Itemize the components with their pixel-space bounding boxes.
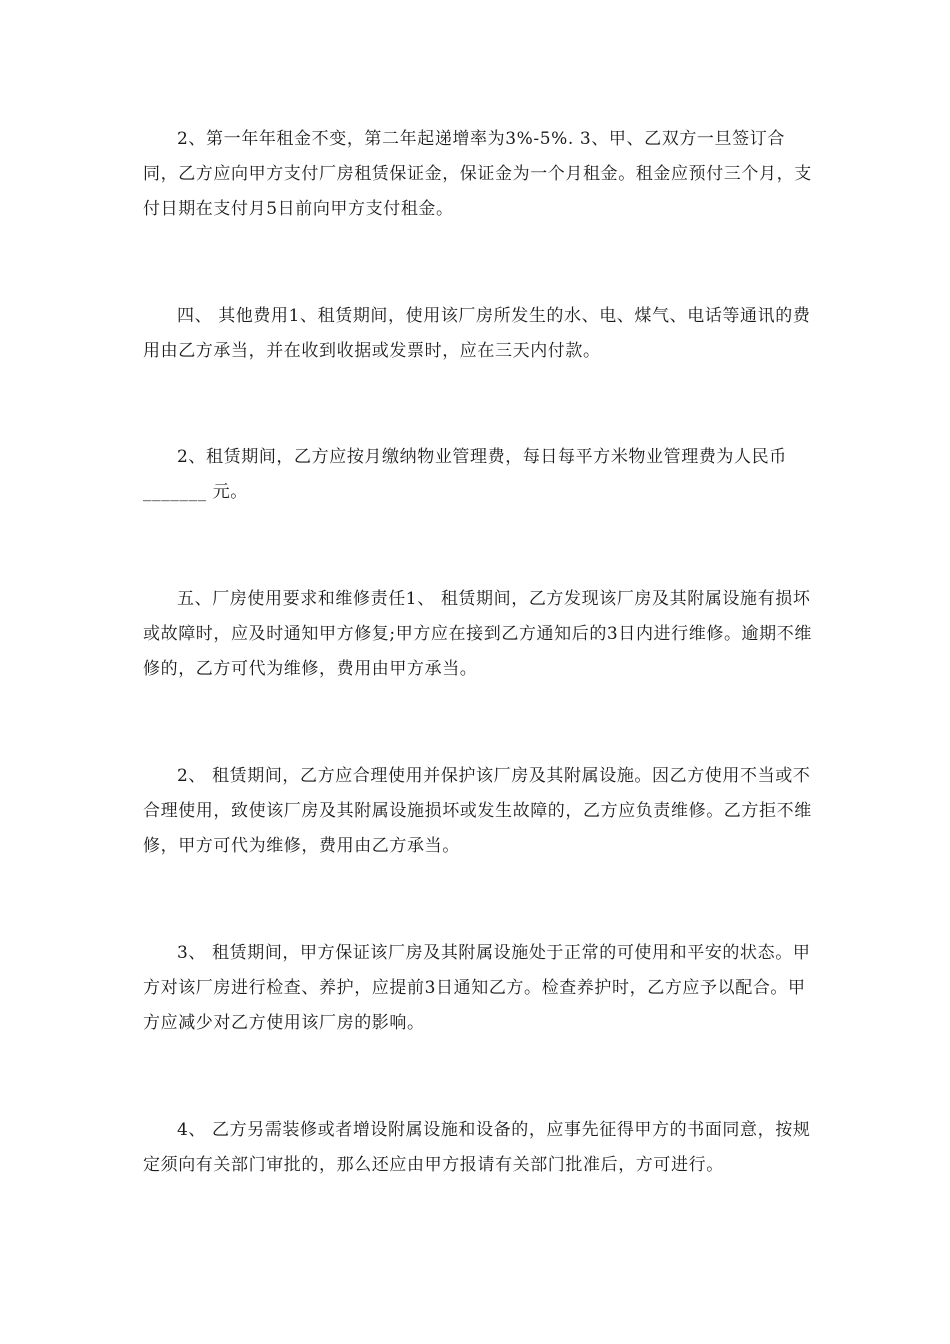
paragraph-maintenance-duty: 五、厂房使用要求和维修责任1、 租赁期间，乙方发现该厂房及其附属设施有损坏或故障时，应及时通知甲方修复;甲方应在接到乙方通知后的3日内进行维修。逾期不维修的，乙方可代为维修，费用由甲方承当。 [143, 589, 812, 679]
paragraph-other-fees: 四、 其他费用1、租赁期间，使用该厂房所发生的水、电、煤气、电话等通讯的费用由乙方承当，并在收到收据或发票时，应在三天内付款。 [143, 306, 811, 361]
paragraph-renovation-approval: 4、 乙方另需装修或者增设附属设施和设备的，应事先征得甲方的书面同意，按规定须向有关部门审批的，那么还应由甲方报请有关部门批准后，方可进行。 [143, 1120, 811, 1175]
paragraph-landlord-guarantee: 3、 租赁期间，甲方保证该厂房及其附属设施处于正常的可使用和平安的状态。甲方对该厂房进行检查、养护，应提前3日通知乙方。检查养护时，乙方应予以配合。甲方应减少对乙方使用该厂房的影响。 [143, 943, 811, 1033]
paragraph-tenant-care: 2、 租赁期间，乙方应合理使用并保护该厂房及其附属设施。因乙方使用不当或不合理使用，致使该厂房及其附属设施损坏或发生故障的，乙方应负责维修。乙方拒不维修，甲方可代为维修，费用由乙方承当。 [143, 766, 812, 856]
paragraph-property-fee: 2、租赁期间，乙方应按月缴纳物业管理费，每日每平方米物业管理费为人民币 _______ 元。 [143, 447, 787, 502]
paragraph-rent-increase: 2、第一年年租金不变，第二年起递增率为3%-5%. 3、甲、乙双方一旦签订合同，乙方应向甲方支付厂房租赁保证金，保证金为一个月租金。租金应预付三个月，支付日期在支付月5日前向甲方支付租金。 [143, 129, 812, 219]
